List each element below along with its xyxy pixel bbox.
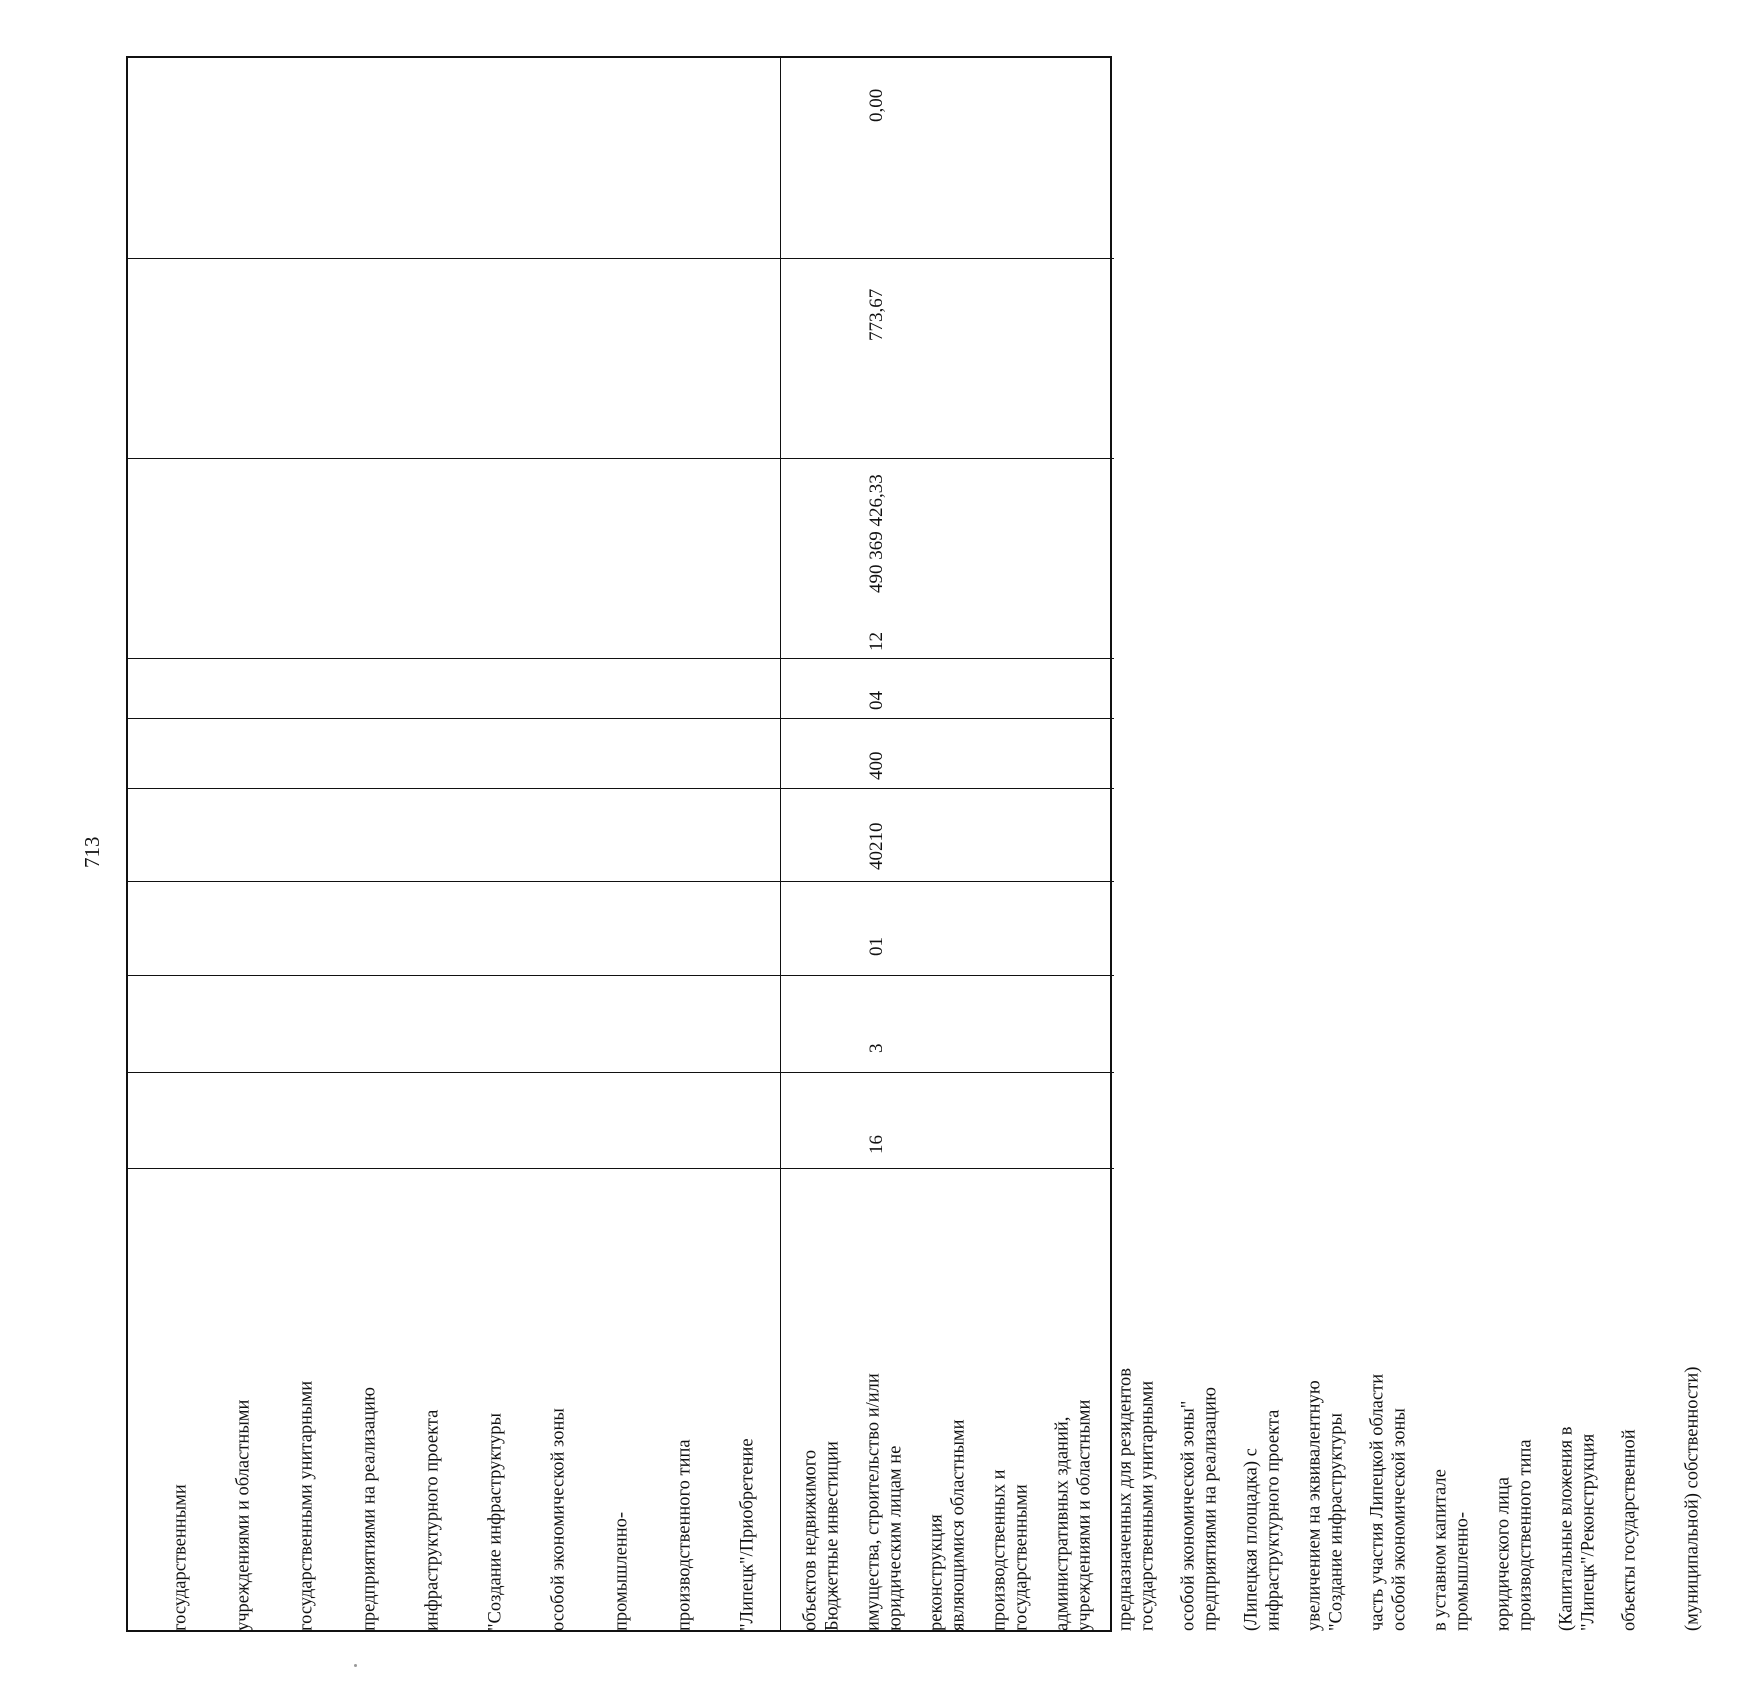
row2-description-line: инфраструктурного проекта <box>1263 1409 1284 1631</box>
row2-description-line: промышленно- <box>1452 1511 1473 1631</box>
row1-description-line: учреждениями и областными <box>233 1399 254 1631</box>
row1-description-line: административных зданий, <box>1052 1416 1073 1631</box>
row2-description-line: производственного типа <box>1515 1439 1536 1631</box>
row1-description-line: (муниципальной) собственности) <box>1682 1366 1703 1631</box>
row2-description-line: предприятиями на реализацию <box>1200 1387 1221 1631</box>
row1-description-line: промышленно- <box>611 1511 632 1631</box>
row1-description-line: "Липецк"/Приобретение <box>737 1438 758 1631</box>
column-divider <box>128 718 1114 719</box>
row2-description-line: Бюджетные инвестиции <box>822 1441 843 1631</box>
cell-amount-2: 773,67 <box>866 288 887 341</box>
row1-description-line: особой экономической зоны <box>548 1408 569 1631</box>
row1-description-line: "Создание инфраструктуры <box>485 1413 506 1631</box>
column-divider <box>128 258 1114 259</box>
row1-description-line: реконструкция <box>926 1514 947 1631</box>
row2-description-line: государственными унитарными <box>1137 1380 1158 1631</box>
cell-expense-type: 400 <box>866 751 887 780</box>
row1-description-line: (Липецкая площадка) с <box>1241 1448 1262 1631</box>
row2-description-line: юридическим лицам не <box>885 1445 906 1631</box>
row1-description-line: государственными унитарными <box>296 1380 317 1631</box>
cell-section: 16 <box>866 1135 887 1154</box>
row1-description-line: часть участия Липецкой области <box>1367 1373 1388 1631</box>
cell-subprogram: 01 <box>866 937 887 956</box>
column-divider <box>128 1072 1114 1073</box>
row2-description-line: особой экономической зоны <box>1389 1408 1410 1631</box>
page-number: 713 <box>80 836 104 868</box>
column-divider <box>128 881 1114 882</box>
cell-direction-code: 40210 <box>866 822 887 870</box>
row1-description-line: имущества, строительство и/или <box>863 1373 884 1631</box>
budget-table <box>126 56 1703 1632</box>
column-divider <box>128 458 1114 459</box>
column-divider <box>128 788 1114 789</box>
cell-department: 04 <box>866 691 887 710</box>
row1-description-line: объекты государственной <box>1619 1429 1640 1631</box>
row1-description-line: объектов недвижимого <box>800 1449 821 1631</box>
row1-description-line: в уставном капитале <box>1430 1469 1451 1631</box>
cell-amount: 490 369 426,33 <box>866 474 887 593</box>
row1-description-line: производственных и <box>989 1469 1010 1631</box>
cell-subsection: 12 <box>866 632 887 651</box>
row1-description-line: государственными <box>170 1484 191 1631</box>
cell-amount-3: 0,00 <box>866 88 887 122</box>
row2-description-line: являющимися областными <box>948 1419 969 1631</box>
row2-description-line: "Липецк"/Реконструкция <box>1578 1433 1599 1631</box>
row1-description-line: особой экономической зоны" <box>1178 1400 1199 1631</box>
scan-speck <box>354 1664 357 1667</box>
column-divider <box>128 975 1114 976</box>
row2-description-line: государственными <box>1011 1484 1032 1631</box>
row2-description-line: "Создание инфраструктуры <box>1326 1413 1347 1631</box>
row1-description-line: юридического лица <box>1493 1476 1514 1631</box>
column-divider <box>128 658 1114 659</box>
row1-description-line: инфраструктурного проекта <box>422 1409 443 1631</box>
column-divider <box>128 1168 1114 1169</box>
row1-description-line: (Капитальные вложения в <box>1556 1426 1577 1631</box>
row1-description-line: производственного типа <box>674 1439 695 1631</box>
row1-description-line: предназначенных для резидентов <box>1115 1368 1136 1631</box>
cell-program-type: 3 <box>866 1043 887 1053</box>
row1-description-line: увеличением на эквивалентную <box>1304 1380 1325 1631</box>
row2-description-line: учреждениями и областными <box>1074 1399 1095 1631</box>
row1-description-line: предприятиями на реализацию <box>359 1387 380 1631</box>
